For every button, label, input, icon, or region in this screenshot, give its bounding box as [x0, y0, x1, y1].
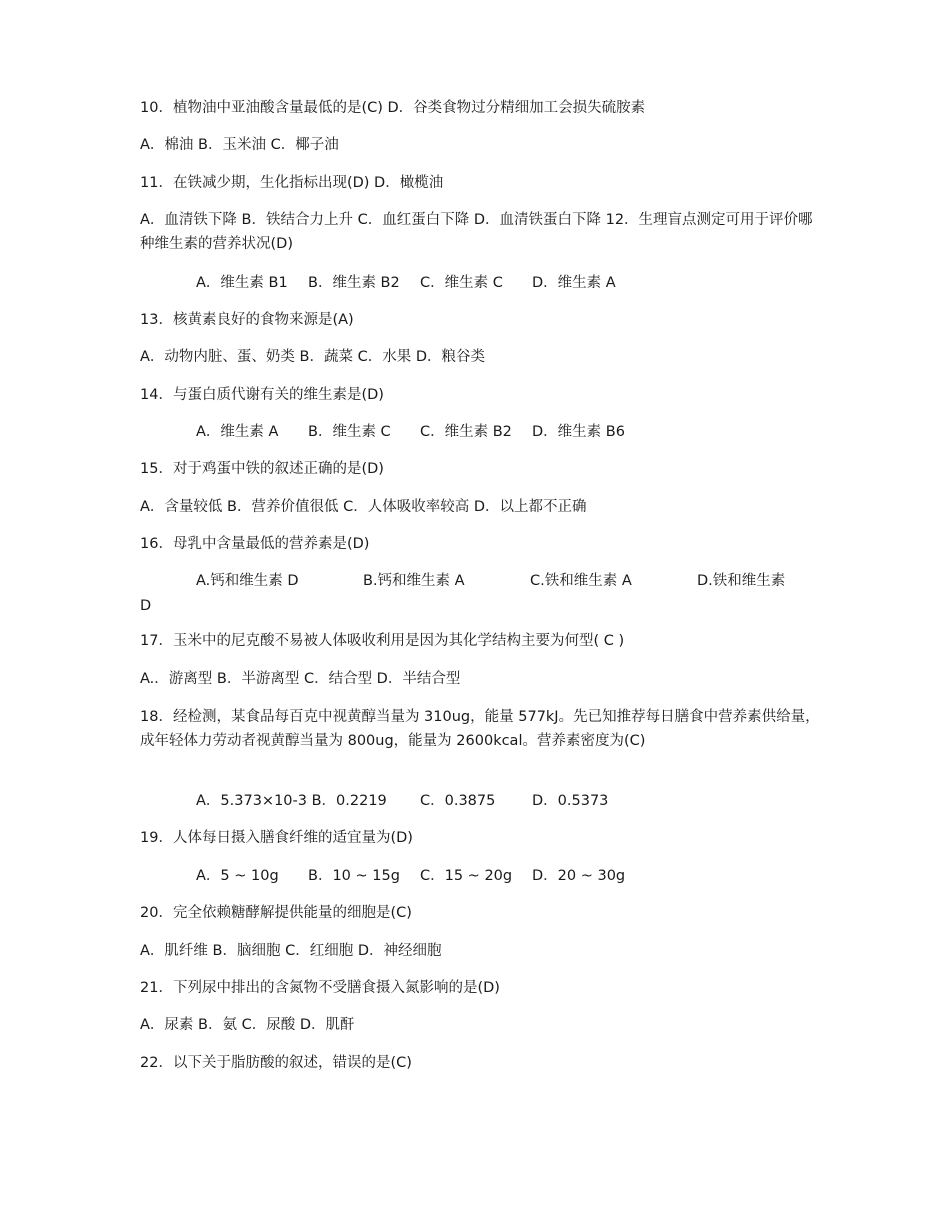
question-20-line: 20．完全依赖糖酵解提供能量的细胞是(C): [140, 905, 412, 921]
option-a: A．5 ~ 10g: [196, 868, 279, 884]
question-14-line: 14．与蛋白质代谢有关的维生素是(D): [140, 387, 384, 403]
question-12-options: [196, 271, 616, 295]
option-c: C．维生素 C: [420, 275, 503, 291]
question-20-options: A．肌纤维 B．脑细胞 C．红细胞 D．神经细胞: [140, 943, 442, 959]
option-c: C．维生素 B2: [420, 424, 512, 440]
option-d: D．维生素 B6: [532, 424, 625, 440]
option-c: C．0.3875: [420, 793, 496, 809]
question-17-options: A.．游离型 B．半游离型 C．结合型 D．半结合型: [140, 671, 461, 687]
option-b: B．10 ~ 15g: [308, 868, 400, 884]
question-11-line: 11．在铁减少期，生化指标出现(D) D．橄榄油: [140, 175, 444, 191]
question-15-line: 15．对于鸡蛋中铁的叙述正确的是(D): [140, 461, 384, 477]
option-d: D.铁和维生素: [697, 573, 786, 589]
option-d: D．20 ~ 30g: [532, 868, 626, 884]
question-22-line: 22．以下关于脂肪酸的叙述，错误的是(C): [140, 1055, 412, 1071]
question-16-option-d-tail: D: [140, 598, 152, 614]
question-18-line: 18．经检测，某食品每百克中视黄醇当量为 310ug，能量 577kJ。先已知推荐每日膳食中营养素供给量，成年轻体力劳动者视黄醇当量为 800ug，能量为 2600kcal。营养素密度为(C): [140, 709, 820, 749]
question-19-line: 19．人体每日摄入膳食纤维的适宜量为(D): [140, 830, 413, 846]
option-a: A.钙和维生素 D: [196, 573, 299, 589]
question-13-options: A．动物内脏、蛋、奶类 B．蔬菜 C．水果 D．粮谷类: [140, 349, 485, 365]
option-c: C.铁和维生素 A: [530, 573, 632, 589]
question-11-options-and-question-12: A．血清铁下降 B．铁结合力上升 C．血红蛋白下降 D．血清铁蛋白下降 12．生理盲点测定可用于评价哪种维生素的营养状况(D): [140, 212, 813, 252]
option-d: D．0.5373: [532, 793, 609, 809]
question-10-line: 10．植物油中亚油酸含量最低的是(C) D．谷类食物过分精细加工会损失硫胺素: [140, 100, 646, 116]
question-17-line: 17．玉米中的尼克酸不易被人体吸收利用是因为其化学结构主要为何型( C ): [140, 633, 625, 649]
question-10-options: A．棉油 B．玉米油 C．椰子油: [140, 137, 339, 153]
question-21-options: A．尿素 B．氨 C．尿酸 D．肌酐: [140, 1017, 355, 1033]
question-15-options: A．含量较低 B．营养价值很低 C．人体吸收率较高 D．以上都不正确: [140, 499, 587, 515]
option-a-b: A．5.373×10-3 B．0.2219: [196, 793, 387, 809]
option-b: B.钙和维生素 A: [363, 573, 465, 589]
option-c: C．15 ~ 20g: [420, 868, 513, 884]
question-18-options: [196, 789, 608, 813]
option-a: A．维生素 B1: [196, 275, 288, 291]
option-b: B．维生素 B2: [308, 275, 400, 291]
question-13-line: 13．核黄素良好的食物来源是(A): [140, 312, 354, 328]
option-d: D．维生素 A: [532, 275, 616, 291]
question-21-line: 21．下列尿中排出的含氮物不受膳食摄入氮影响的是(D): [140, 980, 500, 996]
question-19-options: [196, 864, 625, 888]
question-16-options: [196, 569, 785, 593]
option-b: B．维生素 C: [308, 424, 391, 440]
option-a: A．维生素 A: [196, 424, 279, 440]
question-16-line: 16．母乳中含量最低的营养素是(D): [140, 536, 370, 552]
question-14-options: [196, 420, 625, 444]
